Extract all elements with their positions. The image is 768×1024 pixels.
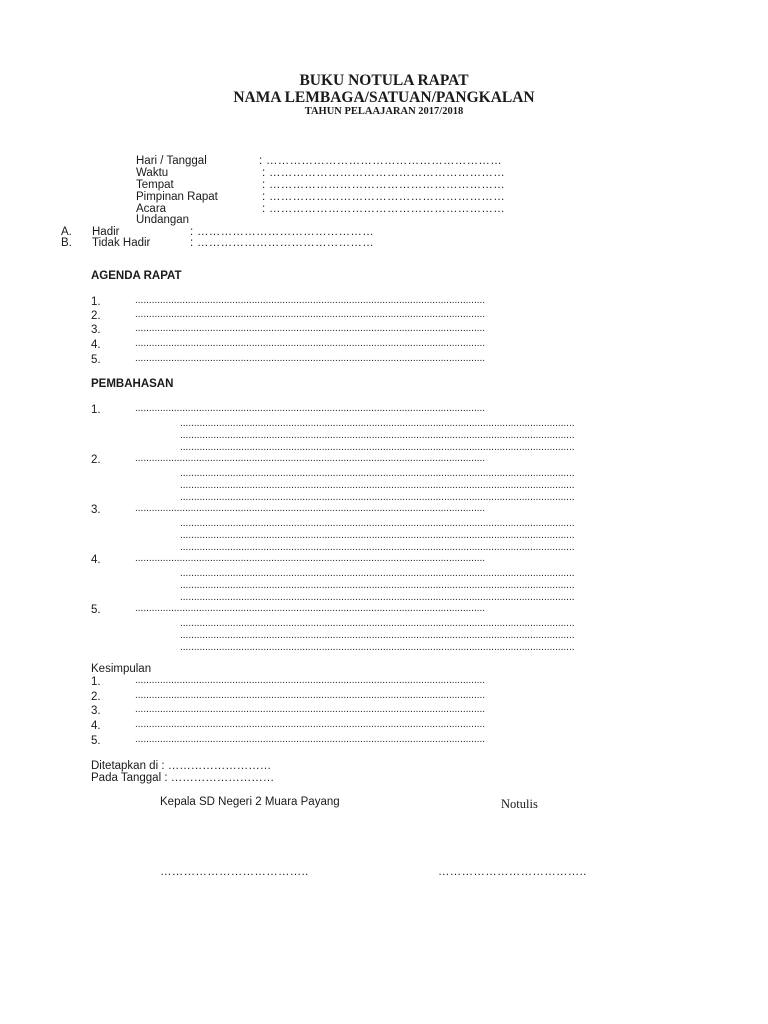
dotted-line: .............................................................................................................................. [135,310,486,320]
field-label: Tempat [136,179,174,191]
field-label: Undangan [136,214,190,226]
field-label: Pimpinan Rapat [136,191,218,203]
conclusion-heading: Kesimpulan [91,663,152,675]
dotted-line: .............................................................................................................................. [135,504,486,514]
date-field: Pada Tanggal : ……………………… [91,772,275,784]
field-value: : …………………………………………………… [262,192,505,203]
attendance-label: Hadir [92,226,120,238]
document-title: BUKU NOTULA RAPAT [299,72,469,89]
list-marker: 3. [91,504,101,516]
principal-signature-line: ……………………………….. [160,867,309,878]
dotted-line: .............................................................................................................................. [135,705,486,715]
list-marker: 5. [91,604,101,616]
field-value: : …………………………………………………… [262,168,505,179]
dotted-line: .............................................................................................................................................. [180,631,575,641]
list-marker: 4. [91,339,101,351]
dotted-line: .............................................................................................................................. [135,691,486,701]
dotted-line: .............................................................................................................................................. [180,469,575,479]
dotted-line: .............................................................................................................................................. [180,643,575,653]
list-marker: 1. [91,404,101,416]
list-marker: B. [61,237,72,249]
list-marker: 2. [91,691,101,703]
agenda-heading: AGENDA RAPAT [91,270,182,282]
list-marker: 3. [91,705,101,717]
field-value: : …………………………………………………… [262,204,505,215]
field-label: Acara [136,203,167,215]
list-marker: A. [61,226,72,238]
list-marker: 2. [91,310,101,322]
field-label: Waktu [136,167,169,179]
list-marker: 4. [91,720,101,732]
dotted-line: .............................................................................................................................. [135,454,486,464]
field-value: : …………………………………………………… [259,156,502,167]
dotted-line: .............................................................................................................................................. [180,531,575,541]
field-value: : …………………………………………………… [262,180,505,191]
list-marker: 2. [91,454,101,466]
field-label: Hari / Tanggal [136,155,207,167]
secretary-label: Notulis [501,797,538,811]
dotted-line: .............................................................................................................................................. [180,519,575,529]
dotted-line: .............................................................................................................................................. [180,581,575,591]
place-field: Ditetapkan di : ……………………… [91,760,272,772]
dotted-line: .............................................................................................................................. [135,554,486,564]
list-marker: 3. [91,324,101,336]
discussion-heading: PEMBAHASAN [91,378,174,390]
attendance-label: Tidak Hadir [92,237,151,249]
list-marker: 5. [91,735,101,747]
dotted-line: .............................................................................................................................................. [180,419,575,429]
dotted-line: .............................................................................................................................................. [180,593,575,603]
attendance-value: : ……………………………………… [190,238,374,249]
dotted-line: .............................................................................................................................................. [180,431,575,441]
principal-label: Kepala SD Negeri 2 Muara Payang [160,796,340,808]
dotted-line: .............................................................................................................................. [135,354,486,364]
dotted-line: .............................................................................................................................................. [180,619,575,629]
dotted-line: .............................................................................................................................. [135,404,486,414]
dotted-line: .............................................................................................................................. [135,720,486,730]
secretary-signature-line: ……………………………….. [438,867,587,878]
dotted-line: .............................................................................................................................................. [180,443,575,453]
dotted-line: .............................................................................................................................. [135,604,486,614]
dotted-line: .............................................................................................................................................. [180,493,575,503]
list-marker: 1. [91,296,101,308]
dotted-line: .............................................................................................................................. [135,296,486,306]
dotted-line: .............................................................................................................................................. [180,543,575,553]
institution-name: NAMA LEMBAGA/SATUAN/PANGKALAN [233,89,535,106]
list-marker: 4. [91,554,101,566]
academic-year: TAHUN PELAAJARAN 2017/2018 [304,106,464,117]
dotted-line: .............................................................................................................................. [135,339,486,349]
list-marker: 5. [91,354,101,366]
dotted-line: .............................................................................................................................. [135,324,486,334]
dotted-line: .............................................................................................................................................. [180,569,575,579]
attendance-value: : ……………………………………… [190,227,374,238]
dotted-line: .............................................................................................................................................. [180,481,575,491]
dotted-line: .............................................................................................................................. [135,735,486,745]
dotted-line: .............................................................................................................................. [135,676,486,686]
list-marker: 1. [91,676,101,688]
